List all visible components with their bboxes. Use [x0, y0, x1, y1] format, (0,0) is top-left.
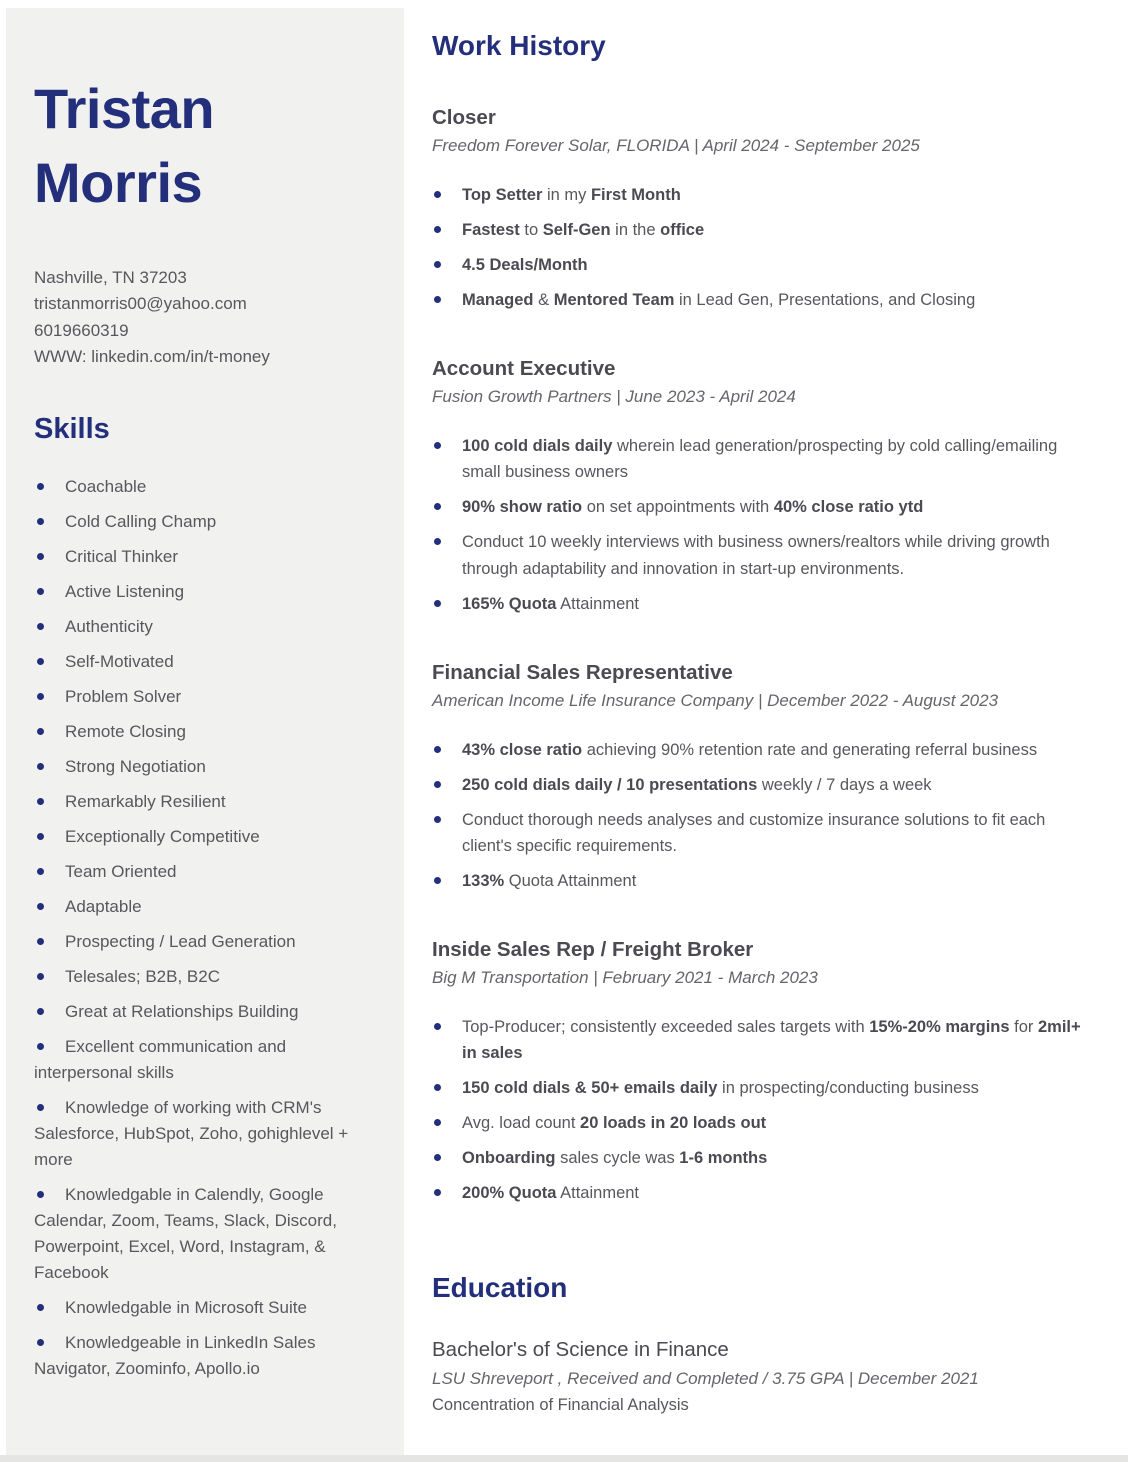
job-title: Closer	[432, 106, 496, 129]
degree-title: Bachelor's of Science in Finance	[432, 1338, 729, 1362]
bullet-dot-icon	[37, 728, 44, 735]
job-bullet: Conduct thorough needs analyses and customize insurance solutions to fit each client's specific requirements.	[432, 807, 1090, 859]
job-bullet-list	[432, 182, 1090, 313]
job-bullet: 100 cold dials daily wherein lead generation/prospecting by cold calling/emailing small business owners	[432, 433, 1090, 485]
skill-item: Team Oriented	[34, 859, 370, 885]
job-meta: Freedom Forever Solar, FLORIDA | April 2024 - September 2025	[432, 136, 920, 155]
job-bullet-list	[432, 1014, 1090, 1206]
skill-item: Telesales; B2B, B2C	[34, 964, 370, 990]
candidate-first-name: Tristan	[34, 77, 215, 140]
job-title: Financial Sales Representative	[432, 660, 733, 684]
skill-item: Strong Negotiation	[34, 754, 370, 780]
skill-item: Remote Closing	[34, 719, 370, 745]
skill-item: Coachable	[34, 474, 370, 500]
job-bullet-list	[432, 737, 1090, 894]
job-entry	[432, 106, 1090, 313]
skill-item: Problem Solver	[34, 684, 370, 710]
bullet-dot-icon	[37, 1191, 44, 1198]
contact-location: Nashville, TN 37203	[34, 267, 187, 287]
job-bullet: Fastest to Self-Gen in the office	[432, 217, 1090, 243]
bullet-dot-icon	[37, 973, 44, 980]
skill-item: Knowledge of working with CRM's Salesforce, HubSpot, Zoho, gohighlevel + more	[34, 1098, 349, 1169]
bullet-dot-icon	[37, 623, 44, 630]
job-bullet: 4.5 Deals/Month	[432, 252, 1090, 278]
job-bullet: 200% Quota Attainment	[432, 1180, 1090, 1206]
job-bullet: Top-Producer; consistently exceeded sales targets with 15%-20% margins for 2mil+ in sales	[432, 1014, 1090, 1066]
bullet-dot-icon	[37, 588, 44, 595]
bullet-dot-icon	[37, 903, 44, 910]
bullet-dot-icon	[37, 518, 44, 525]
skill-item: Knowledgeable in LinkedIn Sales Navigator, Zoominfo, Apollo.io	[34, 1333, 316, 1378]
job-bullet: Managed & Mentored Team in Lead Gen, Presentations, and Closing	[432, 287, 1090, 313]
job-entry	[432, 661, 1090, 894]
jobs-container	[432, 106, 1090, 1206]
job-meta: Fusion Growth Partners | June 2023 - April 2024	[432, 387, 796, 407]
contact-email: tristanmorris00@yahoo.com	[34, 294, 247, 314]
job-meta: Big M Transportation | February 2021 - March 2023	[432, 967, 818, 987]
skill-item: Self-Motivated	[34, 649, 370, 675]
candidate-last-name: Morris	[34, 151, 203, 215]
job-bullet: Conduct 10 weekly interviews with business owners/realtors while driving growth through adaptability and innovation in start-up environments.	[432, 529, 1090, 581]
skill-item: Adaptable	[34, 894, 370, 920]
work-history-heading: Work History	[432, 30, 606, 61]
job-title: Inside Sales Rep / Freight Broker	[432, 937, 754, 961]
skill-item: Prospecting / Lead Generation	[34, 929, 370, 955]
skill-item: Critical Thinker	[34, 544, 370, 570]
bullet-dot-icon	[37, 868, 44, 875]
skill-item: Knowledgable in Calendly, Google Calendar, Zoom, Teams, Slack, Discord, Powerpoint, Excel, Word, Instagram, & Facebook	[34, 1185, 337, 1282]
bullet-dot-icon	[37, 938, 44, 945]
job-bullet: 165% Quota Attainment	[432, 591, 1090, 617]
job-bullet: Top Setter in my First Month	[432, 182, 1090, 208]
bullet-dot-icon	[37, 553, 44, 560]
job-title: Account Executive	[432, 357, 616, 381]
skill-item: Exceptionally Competitive	[34, 824, 370, 850]
bullet-dot-icon	[37, 1104, 44, 1111]
job-bullet: 90% show ratio on set appointments with 40% close ratio ytd	[432, 494, 1090, 520]
job-bullet-list	[432, 433, 1090, 616]
bullet-dot-icon	[37, 1043, 44, 1050]
job-entry	[432, 938, 1090, 1206]
bullet-dot-icon	[37, 798, 44, 805]
job-bullet: 150 cold dials & 50+ emails daily in prospecting/conducting business	[432, 1075, 1090, 1101]
job-meta: American Income Life Insurance Company | December 2022 - August 2023	[432, 690, 999, 710]
bullet-dot-icon	[37, 833, 44, 840]
job-bullet: 250 cold dials daily / 10 presentations weekly / 7 days a week	[432, 772, 1090, 798]
bullet-dot-icon	[37, 763, 44, 770]
skills-list	[34, 474, 370, 1382]
sidebar	[6, 8, 404, 1455]
bullet-dot-icon	[37, 483, 44, 490]
skill-item: Remarkably Resilient	[34, 789, 370, 815]
skill-item: Knowledgable in Microsoft Suite	[34, 1295, 370, 1321]
bullet-dot-icon	[37, 1304, 44, 1311]
bullet-dot-icon	[37, 658, 44, 665]
education-entry	[432, 1338, 1090, 1419]
skill-item: Active Listening	[34, 579, 370, 605]
skill-item: Authenticity	[34, 614, 370, 640]
education-note: Concentration of Financial Analysis	[432, 1396, 689, 1415]
skill-item: Excellent communication and interpersonal skills	[34, 1037, 287, 1082]
bullet-dot-icon	[37, 693, 44, 700]
job-bullet: Avg. load count 20 loads in 20 loads out	[432, 1110, 1090, 1136]
bullet-dot-icon	[37, 1008, 44, 1015]
skill-item: Great at Relationships Building	[34, 999, 370, 1025]
job-entry	[432, 357, 1090, 616]
main-column	[432, 0, 1090, 1419]
education-heading: Education	[432, 1272, 568, 1304]
contact-website: WWW: linkedin.com/in/t-money	[34, 347, 270, 367]
education-meta: LSU Shreveport , Received and Completed / 3.75 GPA | December 2021	[432, 1369, 979, 1389]
job-bullet: 43% close ratio achieving 90% retention rate and generating referral business	[432, 737, 1090, 763]
job-bullet: 133% Quota Attainment	[432, 868, 1090, 894]
skills-heading: Skills	[34, 413, 110, 445]
skill-item: Cold Calling Champ	[34, 509, 370, 535]
contact-phone: 6019660319	[34, 320, 129, 340]
bullet-dot-icon	[37, 1339, 44, 1346]
contact-info	[34, 265, 370, 371]
job-bullet: Onboarding sales cycle was 1-6 months	[432, 1145, 1090, 1171]
candidate-name	[34, 72, 370, 221]
